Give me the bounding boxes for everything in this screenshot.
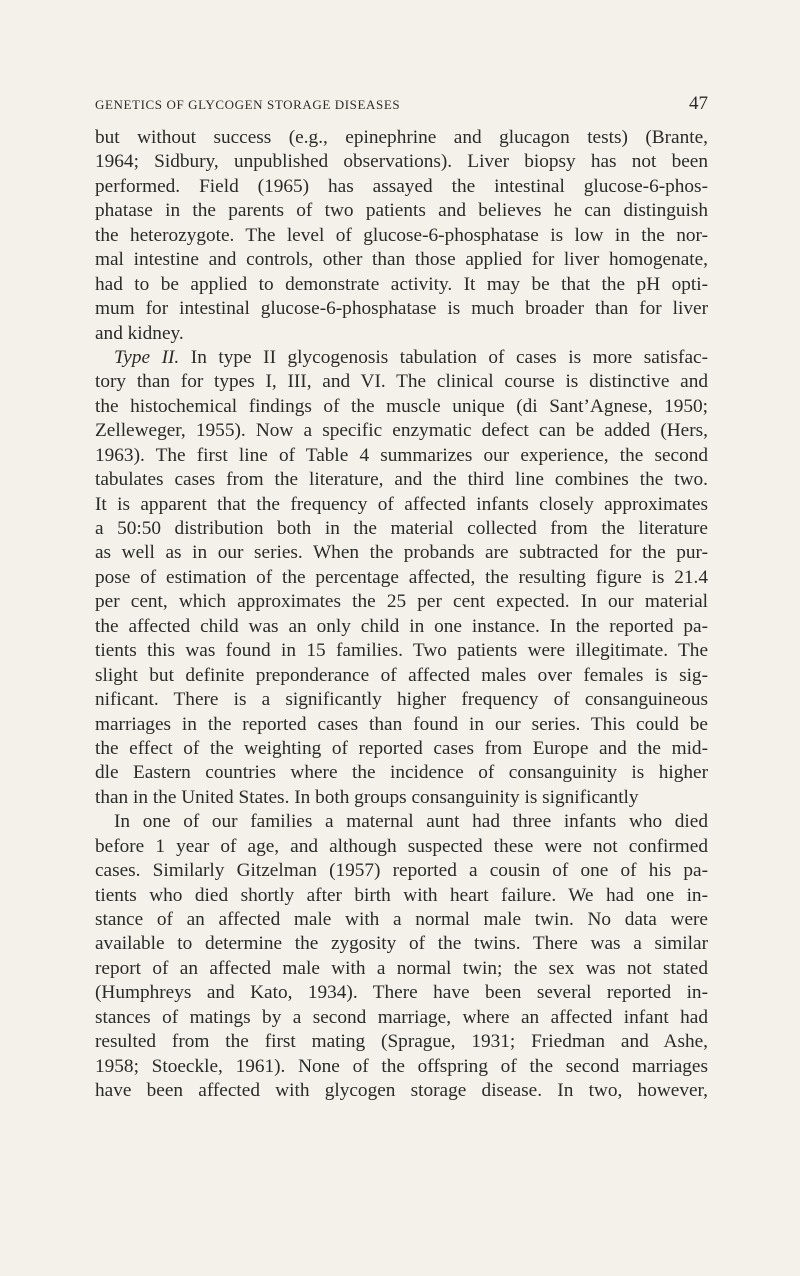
page-number: 47 <box>689 93 708 114</box>
text-line: than in the United States. In both groups consanguinity is significantly <box>95 786 639 808</box>
text-line: cases. Similarly Gitzelman (1957) reported a cousin of one of his pa- <box>95 860 708 882</box>
text-line: a 50:50 distribution both in the material collected from the literature <box>95 518 708 539</box>
text-line: 1964; Sidbury, unpublished observations). Liver biopsy has not been <box>95 151 708 173</box>
text-line-content: In one of our families a maternal aunt had three infants who died <box>114 811 708 833</box>
text-line: It is apparent that the frequency of affected infants closely approximates <box>95 493 708 515</box>
text-line: phatase in the parents of two patients and believes he can distinguish <box>95 200 708 222</box>
text-line: marriages in the reported cases than found in our series. This could be <box>95 713 708 735</box>
text-line: the heterozygote. The level of glucose-6-phosphatase is low in the nor- <box>95 224 708 246</box>
text-line: tory than for types I, III, and VI. The clinical course is distinctive and <box>95 371 708 393</box>
text-line: nificant. There is a significantly higher frequency of consanguineous <box>95 689 708 711</box>
text-line: mal intestine and controls, other than those applied for liver homogenate, <box>95 249 708 271</box>
text-line: tabulates cases from the literature, and the third line combines the two. <box>95 469 708 491</box>
paragraph-1 <box>95 126 708 346</box>
text-line: available to determine the zygosity of the twins. There was a similar <box>95 933 708 955</box>
text-line: dle Eastern countries where the incidence of consanguinity is higher <box>95 762 708 784</box>
text-line <box>95 346 708 370</box>
text-line: the effect of the weighting of reported cases from Europe and the mid- <box>95 737 708 759</box>
text-line: stance of an affected male with a normal male twin. No data were <box>95 909 708 930</box>
running-head-title: GENETICS OF GLYCOGEN STORAGE DISEASES <box>95 97 401 112</box>
text-line: (Humphreys and Kato, 1934). There have been several reported in- <box>95 982 708 1004</box>
body-text <box>95 126 708 1104</box>
paragraph-2 <box>95 346 708 810</box>
text-line: report of an affected male with a normal twin; the sex was not stated <box>95 957 708 979</box>
paragraph-3 <box>95 810 708 1103</box>
text-line <box>95 810 708 834</box>
text-line: stances of matings by a second marriage, where an affected infant had <box>95 1006 708 1028</box>
text-line: but without success (e.g., epinephrine and glucagon tests) (Brante, <box>95 127 708 148</box>
text-line: the histochemical findings of the muscle unique (di Sant’Agnese, 1950; <box>95 395 708 417</box>
text-line: have been affected with glycogen storage disease. In two, however, <box>95 1080 708 1102</box>
text-line: before 1 year of age, and although suspected these were not confirmed <box>95 835 708 857</box>
text-line: 1958; Stoeckle, 1961). None of the offspring of the second marriages <box>95 1055 708 1077</box>
text-line: 1963). The first line of Table 4 summarizes our experience, the second <box>95 444 708 466</box>
text-line: as well as in our series. When the probands are subtracted for the pur- <box>95 542 708 564</box>
text-line: the affected child was an only child in one instance. In the reported pa- <box>95 615 708 637</box>
text-line: and kidney. <box>95 322 184 344</box>
text-line: Zelleweger, 1955). Now a specific enzymatic defect can be added (Hers, <box>95 420 708 442</box>
text-line: performed. Field (1965) has assayed the intestinal glucose-6-phos- <box>95 175 708 197</box>
text-line: mum for intestinal glucose-6-phosphatase is much broader than for liver <box>95 298 708 320</box>
text-line: tients this was found in 15 families. Two patients were illegitimate. The <box>95 640 708 662</box>
text-line: per cent, which approximates the 25 per cent expected. In our material <box>95 591 708 613</box>
text-line: slight but definite preponderance of affected males over females is sig- <box>95 664 708 686</box>
running-head <box>95 93 708 113</box>
text-line: tients who died shortly after birth with heart failure. We had one in- <box>95 884 708 906</box>
text-line: had to be applied to demonstrate activity. It may be that the pH opti- <box>95 273 708 295</box>
text-line-rest: In type II glycogenosis tabulation of cases is more satisfac- <box>179 346 709 368</box>
text-line: resulted from the first mating (Sprague, 1931; Friedman and Ashe, <box>95 1031 708 1053</box>
text-line: pose of estimation of the percentage affected, the resulting figure is 21.4 <box>95 566 708 588</box>
section-heading-type-ii: Type II. <box>114 346 180 368</box>
